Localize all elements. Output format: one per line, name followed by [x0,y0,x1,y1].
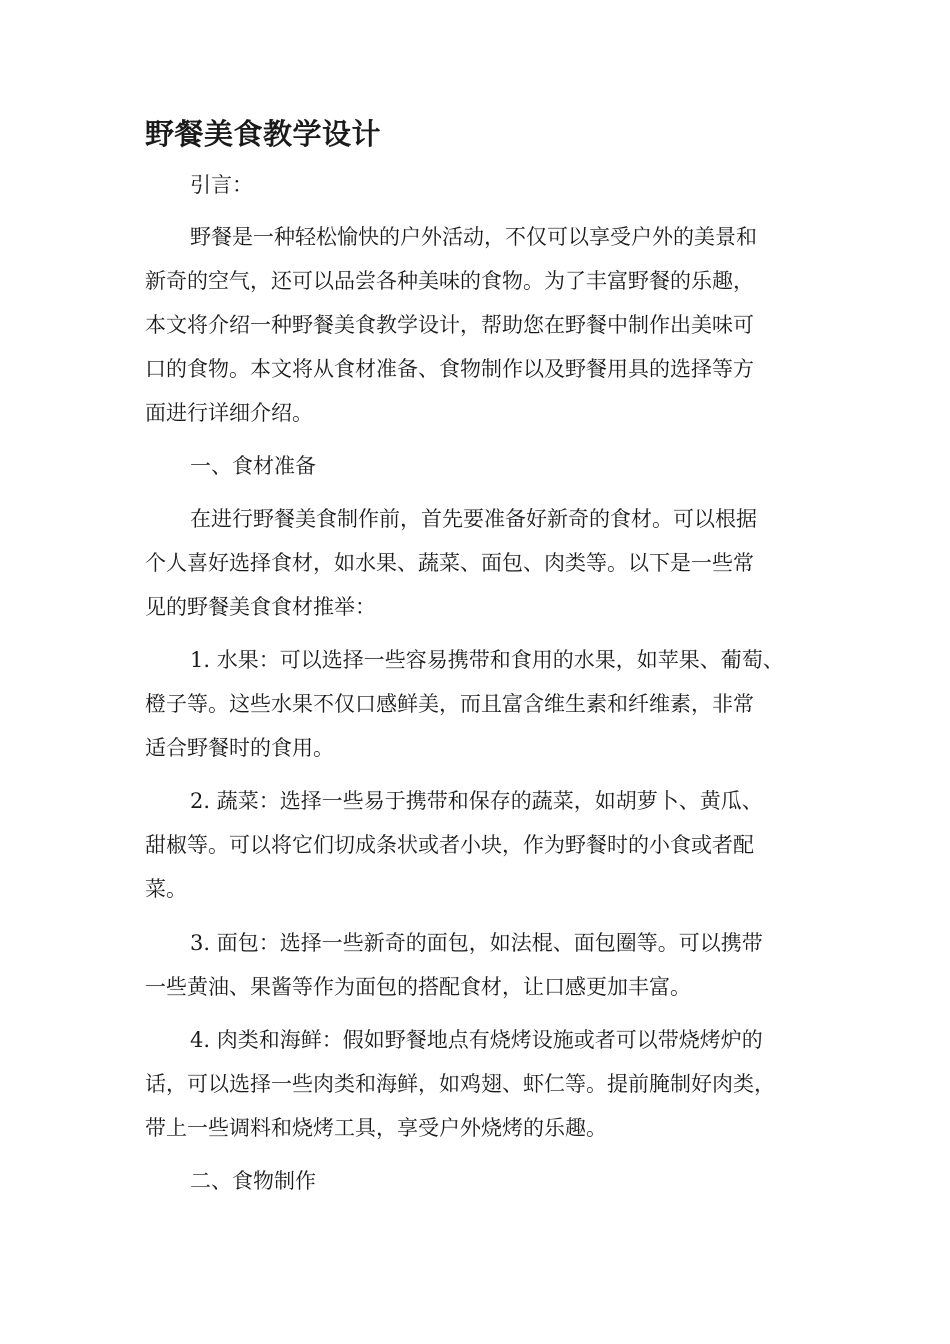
paragraph-line: 本文将介绍一种野餐美食教学设计，帮助您在野餐中制作出美味可 [145,313,754,337]
intro-heading: 引言： [190,173,253,197]
paragraph-line: 在进行野餐美食制作前，首先要准备好新奇的食材。可以根据 [190,507,757,531]
paragraph-line: 个人喜好选择食材，如水果、蔬菜、面包、肉类等。以下是一些常 [145,551,754,575]
paragraph-line: 新奇的空气，还可以品尝各种美味的食物。为了丰富野餐的乐趣， [145,269,754,293]
paragraph-line: 野餐是一种轻松愉快的户外活动，不仅可以享受户外的美景和 [190,225,757,249]
paragraph-line: 见的野餐美食食材推举： [145,595,376,619]
list-item-line: 适合野餐时的食用。 [145,736,334,760]
list-item-line: 话，可以选择一些肉类和海鲜，如鸡翅、虾仁等。提前腌制好肉类， [145,1072,775,1096]
list-item-line: 1. 水果：可以选择一些容易携带和食用的水果，如苹果、葡萄、 [190,648,784,672]
list-item-line: 菜。 [145,877,187,901]
list-item-line: 2. 蔬菜：选择一些易于携带和保存的蔬菜，如胡萝卜、黄瓜、 [190,789,763,813]
document-title: 野餐美食教学设计 [145,117,382,151]
list-item-line: 4. 肉类和海鲜：假如野餐地点有烧烤设施或者可以带烧烤炉的 [190,1028,763,1052]
list-item-line: 橙子等。这些水果不仅口感鲜美，而且富含维生素和纤维素，非常 [145,692,754,716]
list-item-line: 3. 面包：选择一些新奇的面包，如法棍、面包圈等。可以携带 [190,931,763,955]
paragraph-line: 口的食物。本文将从食材准备、食物制作以及野餐用具的选择等方 [145,357,754,381]
list-item-line: 一些黄油、果酱等作为面包的搭配食材，让口感更加丰富。 [145,975,691,999]
paragraph-line: 面进行详细介绍。 [145,401,313,425]
section-heading: 一、食材准备 [190,454,316,478]
section-heading: 二、食物制作 [190,1169,316,1193]
list-item-line: 甜椒等。可以将它们切成条状或者小块，作为野餐时的小食或者配 [145,833,754,857]
list-item-line: 带上一些调料和烧烤工具，享受户外烧烤的乐趣。 [145,1116,607,1140]
